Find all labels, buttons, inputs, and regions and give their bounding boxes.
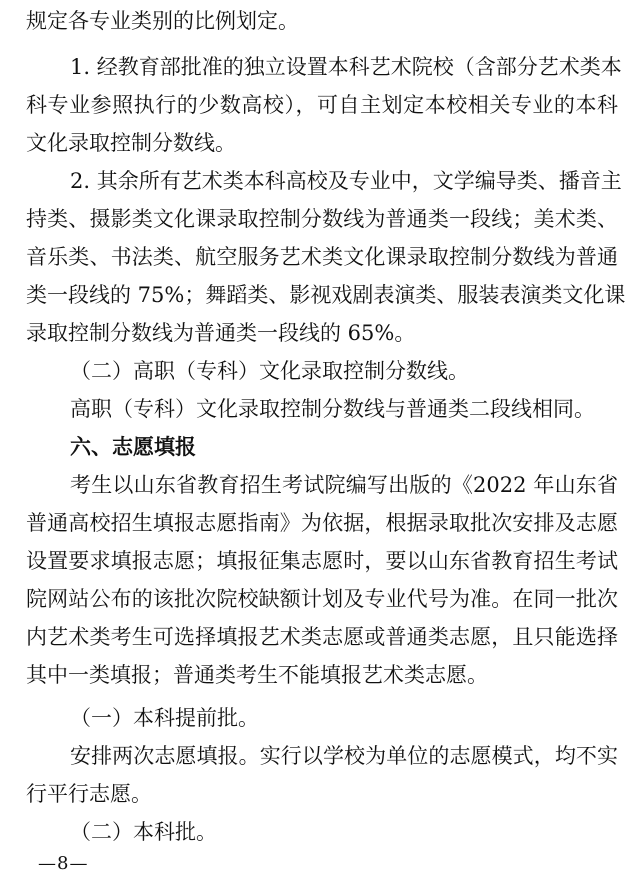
text-line: 1. 经教育部批准的独立设置本科艺术院校（含部分艺术类本 (70, 55, 622, 79)
text-line: 内艺术类考生可选择填报艺术类志愿或普通类志愿，且只能选择 (26, 625, 618, 649)
section-heading: （一）本科提前批。 (70, 706, 259, 730)
text-line: 持类、摄影类文化课录取控制分数线为普通类一段线；美术类、 (26, 207, 618, 231)
text-line: 2. 其余所有艺术类本科高校及专业中，文学编导类、播音主 (70, 169, 622, 193)
text-line: 规定各专业类别的比例划定。 (26, 9, 299, 33)
text-line: 科专业参照执行的少数高校），可自主划定本校相关专业的本科 (26, 93, 618, 117)
text-line: 高职（专科）文化录取控制分数线与普通类二段线相同。 (70, 397, 595, 421)
text-line: 普通高校招生填报志愿指南》为依据，根据录取批次安排及志愿 (26, 511, 618, 535)
section-heading: 六、志愿填报 (70, 434, 196, 459)
text-line: 行平行志愿。 (26, 782, 152, 806)
section-heading: （二）高职（专科）文化录取控制分数线。 (70, 359, 469, 383)
text-line: 文化录取控制分数线。 (26, 131, 236, 155)
page-number: —8— (38, 853, 89, 874)
section-heading: （二）本科批。 (70, 820, 217, 844)
text-line: 设置要求填报志愿；填报征集志愿时，要以山东省教育招生考试 (26, 549, 618, 573)
text-line: 考生以山东省教育招生考试院编写出版的《2022 年山东省 (70, 473, 618, 497)
text-line: 音乐类、书法类、航空服务艺术类文化课录取控制分数线为普通 (26, 245, 618, 269)
text-line: 类一段线的 75%；舞蹈类、影视戏剧表演类、服装表演类文化课 (26, 283, 626, 307)
text-line: 录取控制分数线为普通类一段线的 65%。 (26, 321, 416, 345)
text-line: 安排两次志愿填报。实行以学校为单位的志愿模式，均不实 (70, 744, 618, 768)
text-line: 院网站公布的该批次院校缺额计划及专业代号为准。在同一批次 (26, 587, 618, 611)
text-line: 其中一类填报；普通类考生不能填报艺术类志愿。 (26, 663, 488, 687)
